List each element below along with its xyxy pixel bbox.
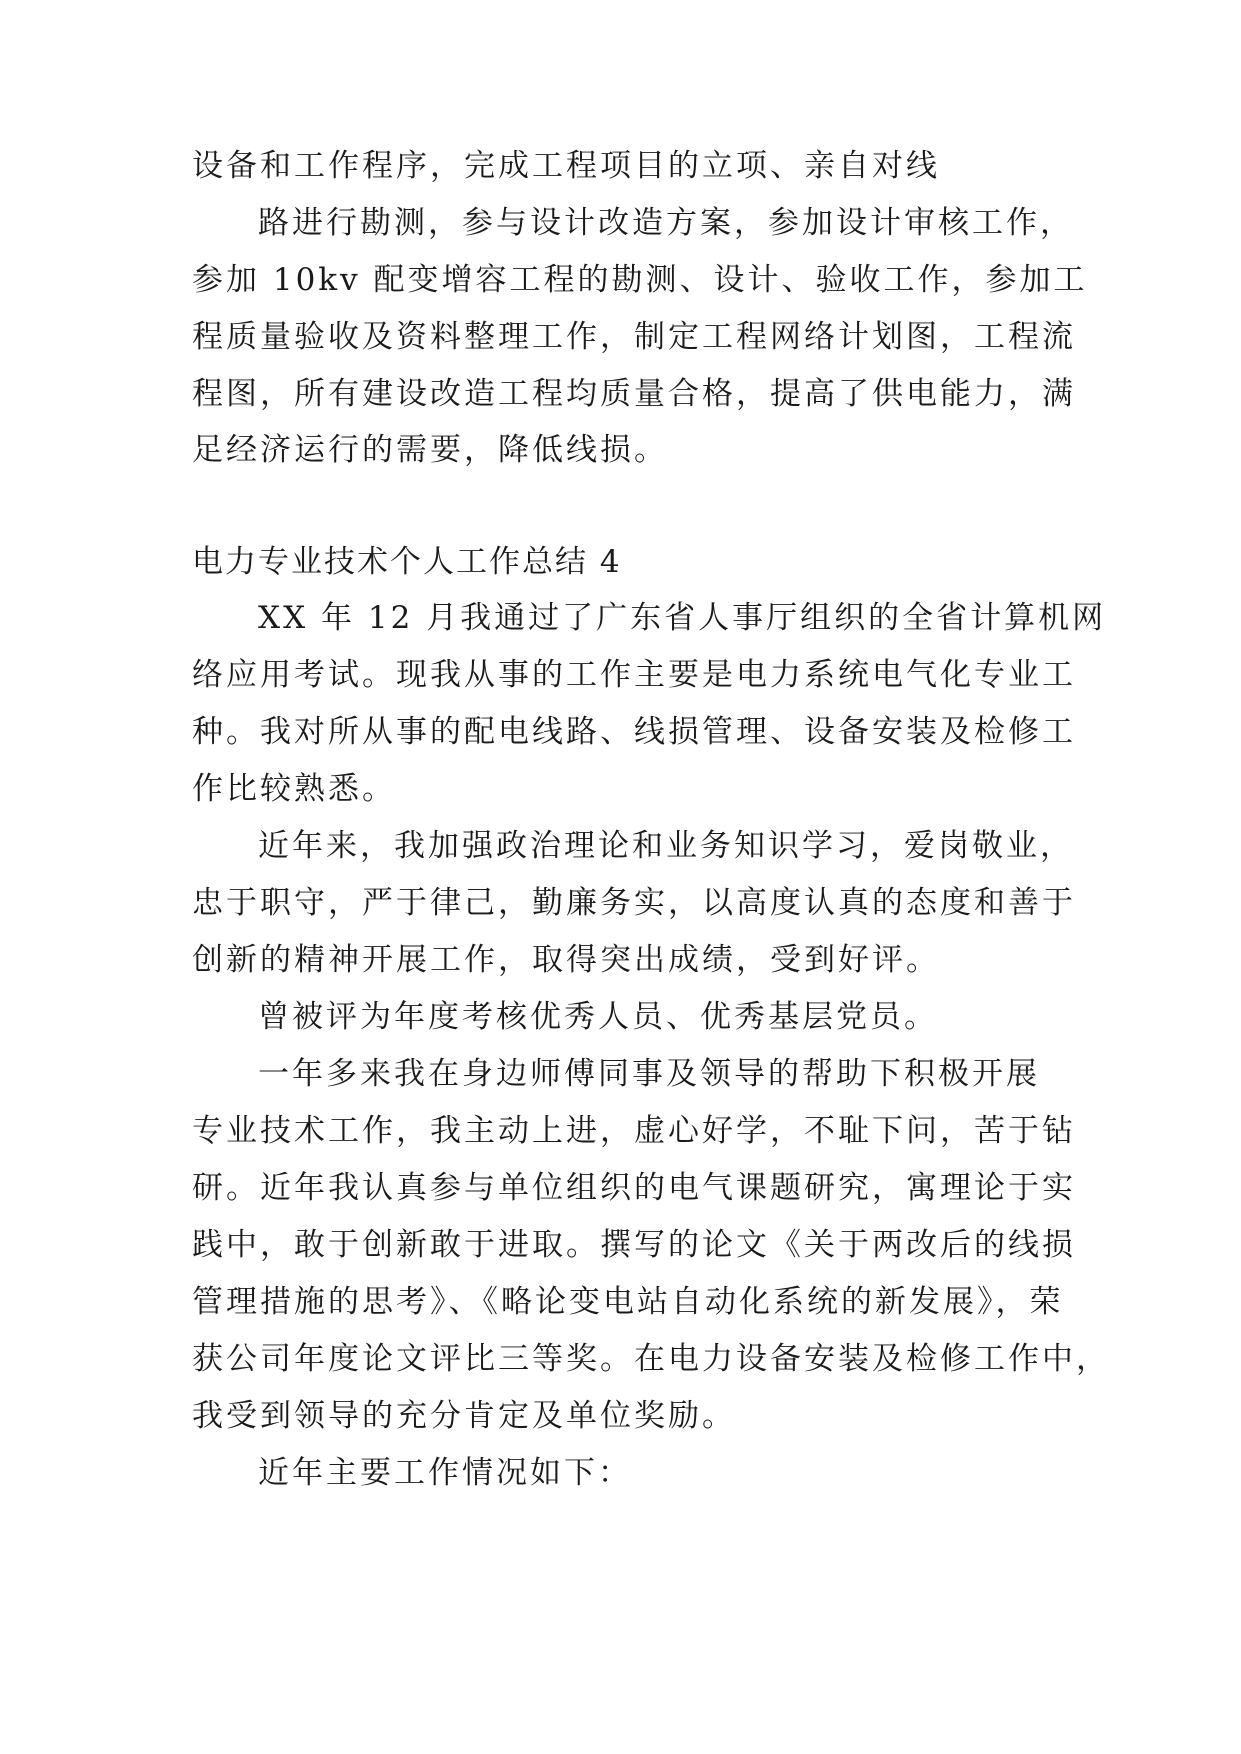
text-line: 践中，敢于创新敢于进取。撰写的论文《关于两改后的线损 (192, 1227, 1076, 1263)
text-line: 程质量验收及资料整理工作，制定工程网络计划图，工程流 (192, 319, 1076, 355)
text-line: 路进行勘测，参与设计改造方案，参加设计审核工作， (258, 205, 1074, 241)
text-line: 络应用考试。现我从事的工作主要是电力系统电气化专业工 (192, 657, 1076, 693)
text-line: 近年主要工作情况如下： (258, 1455, 632, 1491)
text-line: 一年多来我在身边师傅同事及领导的帮助下积极开展 (258, 1056, 1040, 1092)
text-line: 曾被评为年度考核优秀人员、优秀基层党员。 (258, 999, 938, 1035)
text-line: 近年来，我加强政治理论和业务知识学习，爱岗敬业， (258, 828, 1074, 864)
text-line: 获公司年度论文评比三等奖。在电力设备安装及检修工作中， (192, 1341, 1110, 1377)
text-line: 程图，所有建设改造工程均质量合格，提高了供电能力，满 (192, 376, 1076, 412)
text-line: 我受到领导的充分肯定及单位奖励。 (192, 1398, 736, 1434)
text-line: 足经济运行的需要，降低线损。 (192, 432, 668, 468)
text-line: 作比较熟悉。 (192, 771, 396, 807)
text-line: 创新的精神开展工作，取得突出成绩，受到好评。 (192, 942, 940, 978)
text-line: 专业技术工作，我主动上进，虚心好学，不耻下问，苦于钻 (192, 1113, 1076, 1149)
text-line: 忠于职守，严于律己，勤廉务实，以高度认真的态度和善于 (192, 885, 1076, 921)
text-line: 种。我对所从事的配电线路、线损管理、设备安装及检修工 (192, 714, 1076, 750)
text-line: XX 年 12 月我通过了广东省人事厅组织的全省计算机网 (258, 600, 1107, 636)
section-heading: 电力专业技术个人工作总结 4 (192, 544, 622, 580)
text-line: 管理措施的思考》、《略论变电站自动化系统的新发展》，荣 (192, 1284, 1064, 1320)
text-line: 研。近年我认真参与单位组织的电气课题研究，寓理论于实 (192, 1170, 1076, 1206)
text-line: 设备和工作程序，完成工程项目的立项、亲自对线 (192, 148, 940, 184)
text-line: 参加 10kv 配变增容工程的勘测、设计、验收工作，参加工 (192, 262, 1088, 298)
